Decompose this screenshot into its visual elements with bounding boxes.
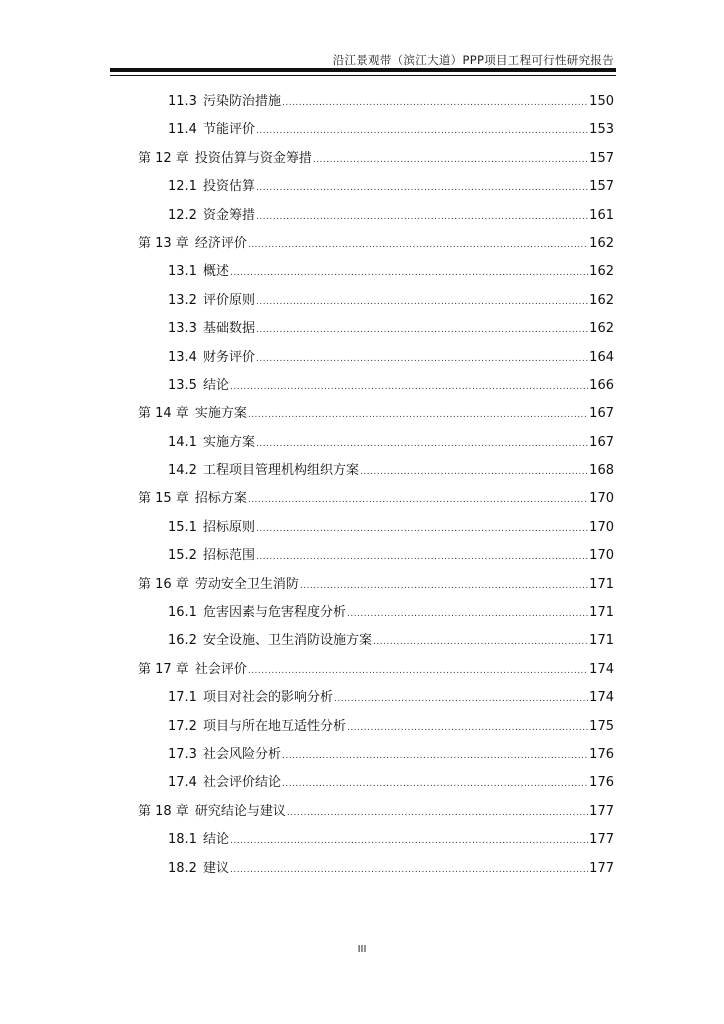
toc-entry-title: 结论 [202,377,229,393]
toc-section-entry[interactable] [138,599,614,627]
toc-dot-leader [256,116,588,145]
toc-dot-leader [347,713,588,742]
toc-entry-number: 13.5 [168,377,197,393]
toc-entry-number: 13.2 [168,292,197,308]
toc-section-entry[interactable] [138,258,614,286]
toc-entry-number: 第 17 章 [138,661,189,677]
toc-section-entry[interactable] [138,116,614,144]
toc-dot-leader [256,173,588,202]
toc-section-entry[interactable] [138,429,614,457]
toc-entry-page: 167 [589,406,614,422]
toc-section-entry[interactable] [138,202,614,230]
toc-dot-leader [248,400,588,429]
toc-entry-number: 13.4 [168,349,197,365]
toc-entry-page: 150 [589,94,614,109]
toc-entry-number: 17.1 [168,690,197,706]
toc-entry-page: 170 [589,491,614,507]
toc-section-entry[interactable] [138,514,614,542]
toc-entry-number: 12.2 [168,207,197,223]
toc-entry-page: 170 [589,548,614,564]
toc-entry-page: 167 [589,434,614,450]
toc-entry-page: 162 [589,321,614,337]
toc-entry-title: 项目对社会的影响分析 [202,690,333,706]
toc-chapter-entry[interactable] [138,798,614,826]
table-of-contents [138,88,614,883]
toc-entry-page: 157 [589,150,614,166]
toc-dot-leader [334,684,588,713]
toc-section-entry[interactable] [138,344,614,372]
toc-entry-page: 162 [589,235,614,251]
toc-dot-leader [256,344,588,373]
toc-section-entry[interactable] [138,684,614,712]
toc-entry-number: 14.1 [168,434,197,450]
toc-entry-title: 招标方案 [194,491,247,507]
toc-entry-number: 11.4 [168,122,197,138]
toc-entry-title: 概述 [202,264,229,280]
toc-entry-number: 17.4 [168,775,197,791]
toc-entry-number: 17.2 [168,718,197,734]
toc-entry-title: 财务评价 [202,349,255,365]
toc-dot-leader [373,627,588,656]
toc-dot-leader [282,769,588,798]
toc-entry-number: 第 18 章 [138,803,189,819]
toc-entry-number: 15.1 [168,519,197,535]
toc-entry-title: 劳动安全卫生消防 [194,576,299,592]
toc-chapter-entry[interactable] [138,656,614,684]
toc-entry-title: 经济评价 [194,235,247,251]
toc-entry-title: 招标原则 [202,519,255,535]
toc-entry-title: 社会评价结论 [202,775,281,791]
toc-entry-number: 第 12 章 [138,150,189,166]
toc-entry-title: 项目与所在地互适性分析 [202,718,346,734]
toc-entry-page: 176 [589,746,614,762]
toc-entry-number: 11.3 [168,94,197,109]
toc-chapter-entry[interactable] [138,571,614,599]
toc-entry-number: 18.1 [168,832,197,848]
toc-section-entry[interactable] [138,542,614,570]
toc-entry-number: 第 16 章 [138,576,189,592]
toc-section-entry[interactable] [138,287,614,315]
toc-entry-title: 社会风险分析 [202,746,281,762]
toc-entry-page: 162 [589,292,614,308]
toc-section-entry[interactable] [138,855,614,883]
toc-section-entry[interactable] [138,315,614,343]
header-rule-thin [110,75,616,76]
toc-dot-leader [256,315,588,344]
toc-entry-number: 第 14 章 [138,406,189,422]
toc-dot-leader [256,287,588,316]
toc-entry-page: 177 [589,832,614,848]
toc-dot-leader [248,656,588,685]
toc-section-entry[interactable] [138,627,614,655]
toc-dot-leader [282,741,588,770]
toc-section-entry[interactable] [138,769,614,797]
toc-entry-title: 安全设施、卫生消防设施方案 [202,633,372,649]
toc-dot-leader [282,88,588,117]
document-header-title: 沿江景观带（滨江大道）PPP项目工程可行性研究报告 [332,53,614,67]
toc-entry-page: 164 [589,349,614,365]
toc-dot-leader [300,571,588,600]
toc-entry-title: 研究结论与建议 [194,803,286,819]
toc-entry-page: 177 [589,860,614,876]
toc-entry-title: 危害因素与危害程度分析 [202,605,346,621]
toc-entry-page: 174 [589,690,614,706]
toc-entry-title: 实施方案 [202,434,255,450]
toc-entry-number: 18.2 [168,860,197,876]
toc-entry-title: 建议 [202,860,229,876]
toc-entry-title: 资金筹措 [202,207,255,223]
toc-entry-title: 投资估算与资金筹措 [194,150,312,166]
toc-entry-page: 175 [589,718,614,734]
toc-section-entry[interactable] [138,741,614,769]
toc-dot-leader [313,145,588,174]
toc-dot-leader [248,230,588,259]
toc-chapter-entry[interactable] [138,230,614,258]
toc-entry-page: 166 [589,377,614,393]
toc-dot-leader [230,855,588,884]
toc-entry-title: 社会评价 [194,661,247,677]
toc-section-entry[interactable] [138,826,614,854]
toc-entry-page: 176 [589,775,614,791]
toc-entry-page: 157 [589,179,614,195]
toc-dot-leader [256,429,588,458]
toc-entry-number: 15.2 [168,548,197,564]
toc-entry-title: 评价原则 [202,292,255,308]
toc-entry-page: 177 [589,803,614,819]
toc-dot-leader [256,542,588,571]
toc-dot-leader [230,258,588,287]
toc-entry-title: 实施方案 [194,406,247,422]
toc-entry-number: 第 13 章 [138,235,189,251]
toc-entry-title: 结论 [202,832,229,848]
toc-entry-number: 17.3 [168,746,197,762]
toc-dot-leader [230,372,588,401]
toc-entry-page: 171 [589,605,614,621]
toc-entry-page: 170 [589,519,614,535]
toc-entry-number: 16.1 [168,605,197,621]
toc-entry-title: 污染防治措施 [202,94,281,109]
toc-entry-title: 工程项目管理机构组织方案 [202,463,359,479]
toc-section-entry[interactable] [138,372,614,400]
toc-entry-title: 招标范围 [202,548,255,564]
toc-dot-leader [248,485,588,514]
toc-entry-title: 投资估算 [202,179,255,195]
toc-entry-page: 162 [589,264,614,280]
toc-entry-page: 171 [589,576,614,592]
toc-entry-number: 13.1 [168,264,197,280]
toc-dot-leader [256,514,588,543]
toc-entry-page: 168 [589,463,614,479]
toc-chapter-entry[interactable] [138,145,614,173]
toc-entry-number: 14.2 [168,463,197,479]
toc-entry-page: 174 [589,661,614,677]
toc-dot-leader [360,457,588,486]
toc-dot-leader [287,798,588,827]
toc-entry-number: 13.3 [168,321,197,337]
toc-dot-leader [256,202,588,231]
toc-entry-title: 节能评价 [202,122,255,138]
toc-entry-page: 153 [589,122,614,138]
toc-section-entry[interactable] [138,457,614,485]
toc-entry-page: 171 [589,633,614,649]
toc-entry-page: 161 [589,207,614,223]
toc-entry-number: 12.1 [168,179,197,195]
toc-entry-number: 16.2 [168,633,197,649]
footer-page-number: III [357,944,367,955]
toc-section-entry[interactable] [138,88,614,116]
toc-section-entry[interactable] [138,713,614,741]
toc-section-entry[interactable] [138,173,614,201]
toc-dot-leader [230,826,588,855]
header-rule-thick [110,68,616,72]
toc-chapter-entry[interactable] [138,485,614,513]
toc-entry-number: 第 15 章 [138,491,189,507]
toc-dot-leader [347,599,588,628]
toc-chapter-entry[interactable] [138,400,614,428]
toc-entry-title: 基础数据 [202,321,255,337]
